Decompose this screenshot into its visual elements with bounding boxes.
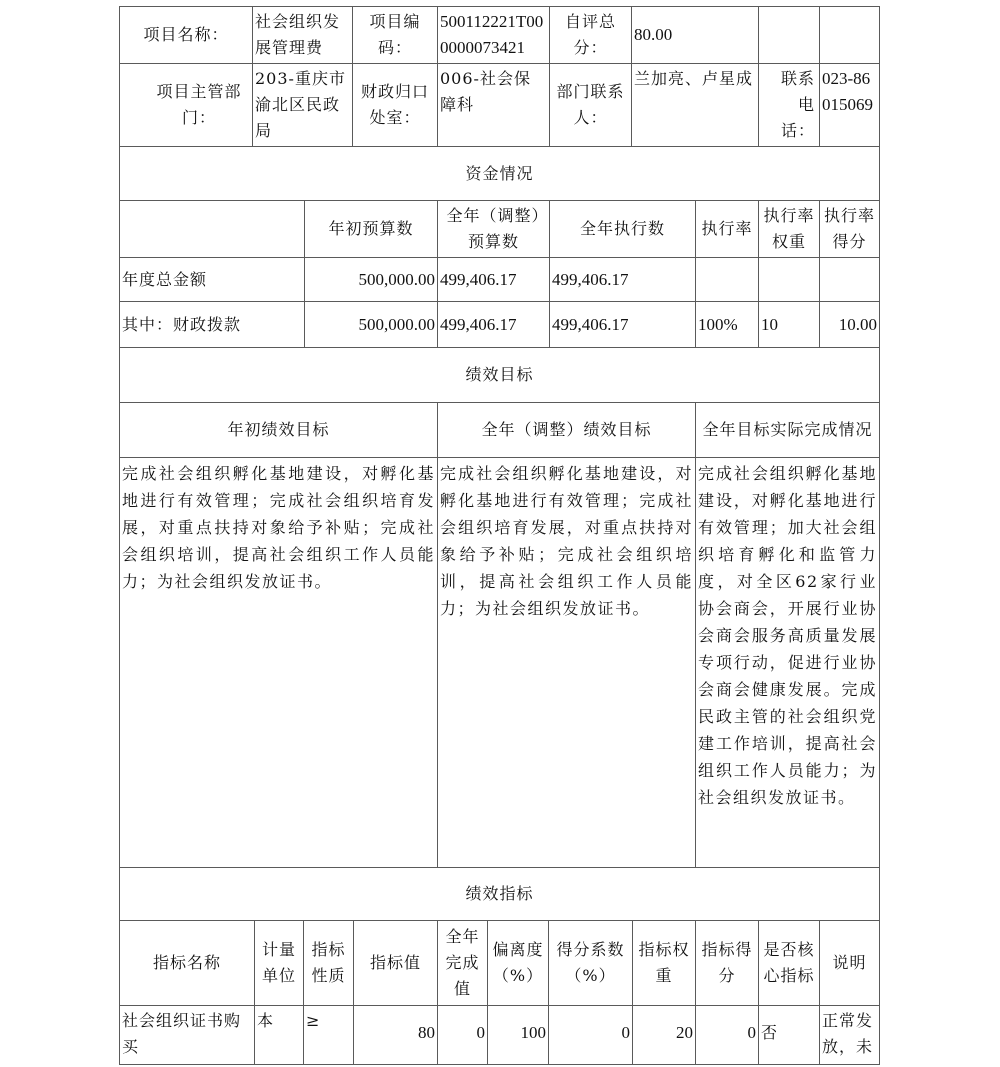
self-score-label: 自评总分：: [549, 6, 632, 64]
funds-row-score: 10.00: [819, 301, 880, 348]
project-name-value: 社会组织发展管理费: [252, 6, 353, 64]
col-exec-rate: 执行率: [695, 200, 759, 258]
project-name-label: 项目名称：: [119, 6, 253, 64]
col-initial-goal: 年初绩效目标: [119, 402, 438, 458]
indicators-section-title: 绩效指标: [119, 867, 880, 921]
indicator-deviation: 100: [487, 1005, 549, 1065]
col-nature: 指标性质: [303, 920, 354, 1006]
col-indicator-value: 指标值: [353, 920, 438, 1006]
col-unit: 计量单位: [254, 920, 304, 1006]
blank-cell: [819, 6, 880, 64]
indicator-name: 社会组织证书购买: [119, 1005, 255, 1065]
initial-goal-text: 完成社会组织孵化基地建设，对孵化基地进行有效管理；完成社会组织培育发展，对重点扶持对象给予补贴；完成社会组织培训，提高社会组织工作人员能力；为社会组织发放证书。: [119, 457, 438, 868]
col-completed-value: 全年完成值: [437, 920, 488, 1006]
indicator-weight: 20: [632, 1005, 696, 1065]
funds-row-rate: 100%: [695, 301, 759, 348]
phone-label: 联系电话：: [758, 63, 820, 147]
indicator-score: 0: [695, 1005, 759, 1065]
funds-row-initial: 500,000.00: [304, 257, 438, 302]
finance-office-value: 006-社会保障科: [437, 63, 550, 147]
indicator-note: 正常发放，未: [819, 1005, 880, 1065]
self-score-value: 80.00: [631, 6, 759, 64]
adjusted-goal-text: 完成社会组织孵化基地建设，对孵化基地进行有效管理；完成社会组织培育发展，对重点扶持对象给予补贴；完成社会组织培训，提高社会组织工作人员能力；为社会组织发放证书。: [437, 457, 696, 868]
indicator-coef: 0: [548, 1005, 633, 1065]
funds-row-executed: 499,406.17: [549, 257, 696, 302]
performance-evaluation-table: [119, 6, 880, 1065]
contact-label: 部门联系人：: [549, 63, 632, 147]
funds-row-weight: 10: [758, 301, 820, 348]
finance-office-label: 财政归口处室：: [352, 63, 438, 147]
goals-section-title: 绩效目标: [119, 347, 880, 403]
project-code-value: 500112221T000000073421: [437, 6, 550, 64]
funds-row-weight: [758, 257, 820, 302]
col-note: 说明: [819, 920, 880, 1006]
funds-row-executed: 499,406.17: [549, 301, 696, 348]
funds-row-adjusted: 499,406.17: [437, 301, 550, 348]
indicator-completed: 0: [437, 1005, 488, 1065]
indicator-is-core: 否: [758, 1005, 820, 1065]
indicator-nature: ≥: [303, 1005, 354, 1065]
col-is-core: 是否核心指标: [758, 920, 820, 1006]
actual-completion-text: 完成社会组织孵化基地建设，对孵化基地进行有效管理；加大社会组织培育孵化和监管力度，对全区62家行业协会商会，开展行业协会商会服务高质量发展专项行动，促进行业协会商会健康发展。完成民政主管的社会组织党建工作培训，提高社会组织工作人员能力；为社会组织发放证书。: [695, 457, 880, 868]
dept-label: 项目主管部门：: [119, 63, 253, 147]
col-adjusted-goal: 全年（调整）绩效目标: [437, 402, 696, 458]
dept-value: 203-重庆市渝北区民政局: [252, 63, 353, 147]
project-code-label: 项目编码：: [352, 6, 438, 64]
col-adjusted-budget: 全年（调整）预算数: [437, 200, 550, 258]
indicator-unit: 本: [254, 1005, 304, 1065]
funds-row-rate: [695, 257, 759, 302]
funds-row-score: [819, 257, 880, 302]
funds-row-label: 其中：财政拨款: [119, 301, 305, 348]
col-actual-completion: 全年目标实际完成情况: [695, 402, 880, 458]
phone-value: 023-86015069: [819, 63, 880, 147]
col-indicator-score: 指标得分: [695, 920, 759, 1006]
col-initial-budget: 年初预算数: [304, 200, 438, 258]
col-executed: 全年执行数: [549, 200, 696, 258]
col-indicator-name: 指标名称: [119, 920, 255, 1006]
contact-value: 兰加亮、卢星成: [631, 63, 759, 147]
funds-section-title: 资金情况: [119, 146, 880, 201]
blank-cell: [119, 200, 305, 258]
indicator-value: 80: [353, 1005, 438, 1065]
funds-row-label: 年度总金额: [119, 257, 305, 302]
col-deviation: 偏离度（%）: [487, 920, 549, 1006]
col-rate-weight: 执行率权重: [758, 200, 820, 258]
col-rate-score: 执行率得分: [819, 200, 880, 258]
col-score-coefficient: 得分系数（%）: [548, 920, 633, 1006]
funds-row-adjusted: 499,406.17: [437, 257, 550, 302]
col-indicator-weight: 指标权重: [632, 920, 696, 1006]
funds-row-initial: 500,000.00: [304, 301, 438, 348]
blank-cell: [758, 6, 820, 64]
